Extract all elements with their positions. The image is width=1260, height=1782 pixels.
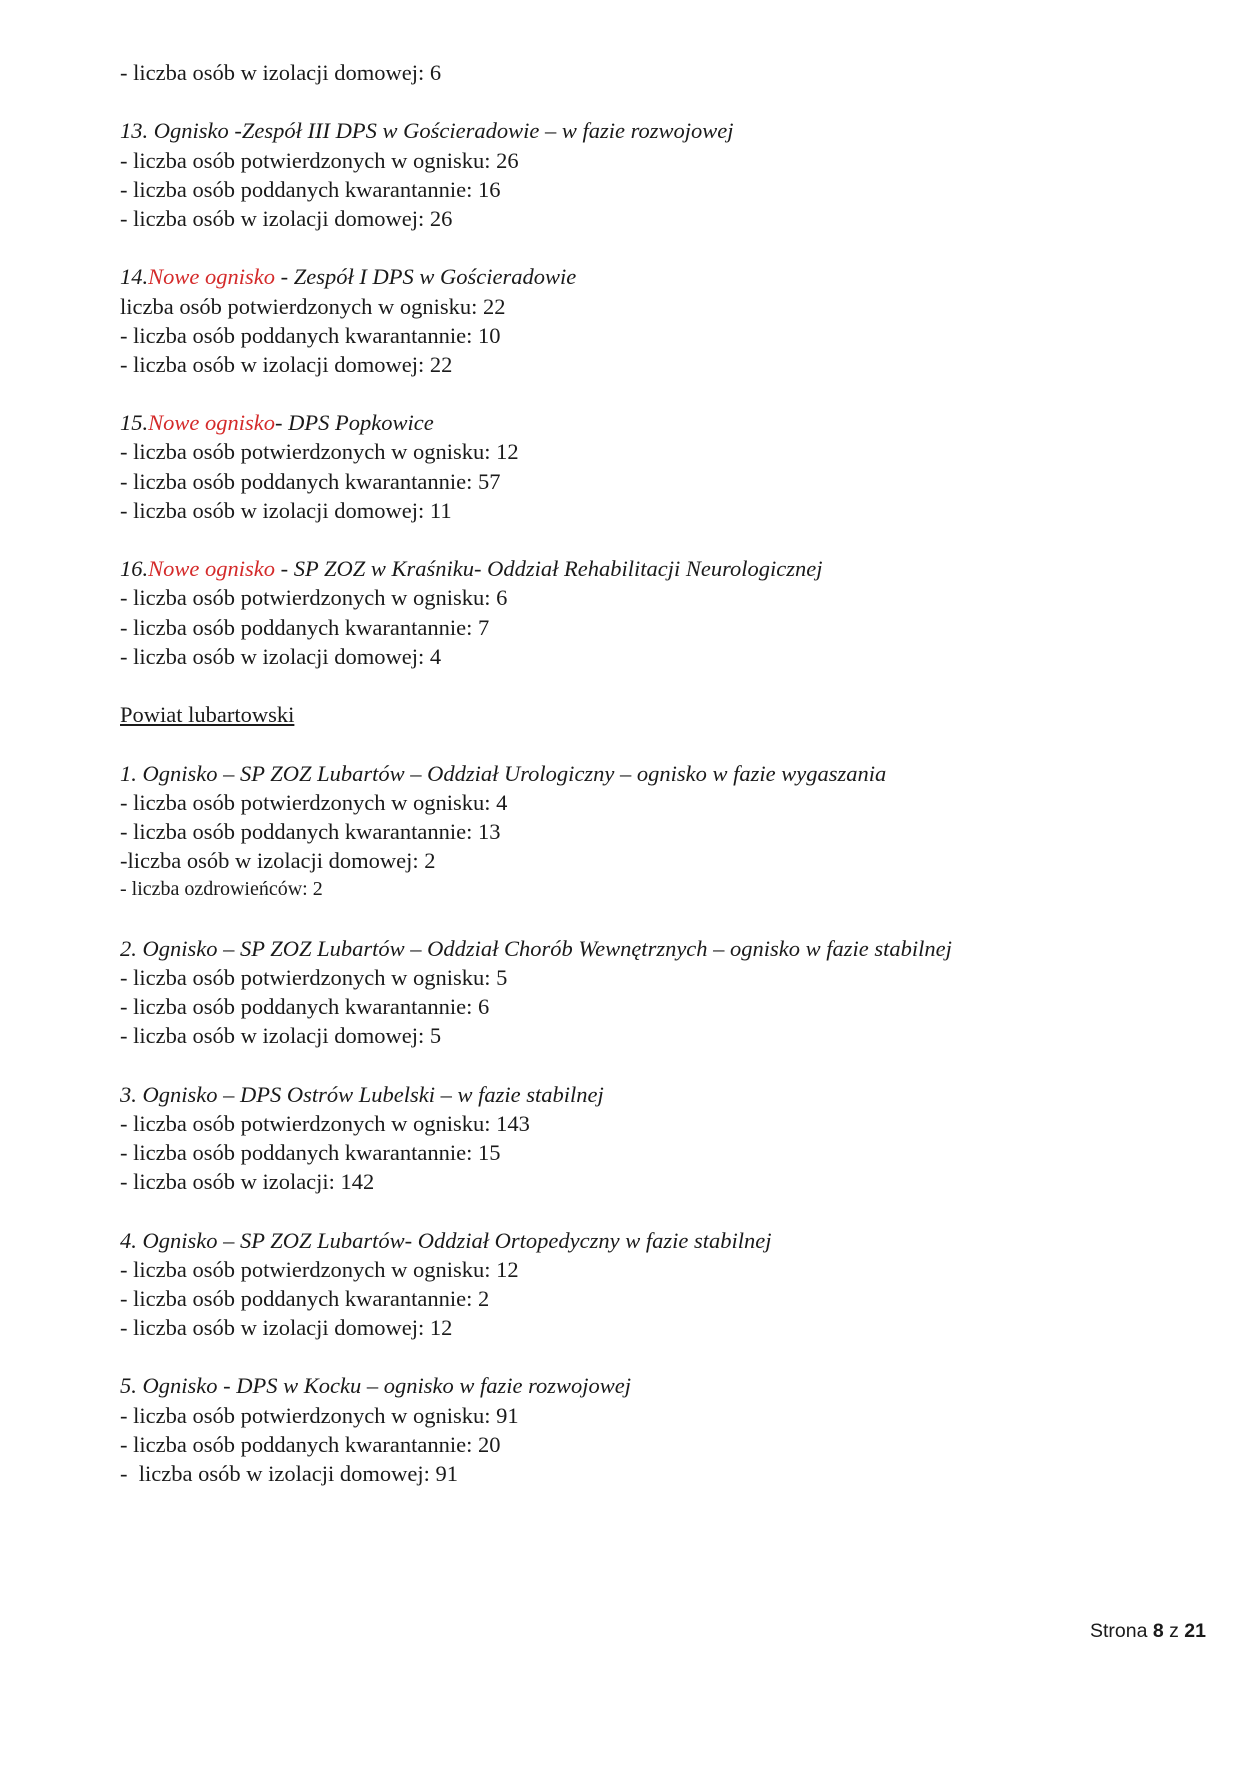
body-line: - liczba osób w izolacji: 142 bbox=[120, 1169, 375, 1195]
body-line: - liczba osób potwierdzonych w ognisku: 6 bbox=[120, 585, 508, 611]
body-line: - liczba osób w izolacji domowej: 6 bbox=[120, 60, 442, 85]
focus-title: - Zespół I DPS w Gościeradowie bbox=[275, 264, 577, 290]
body-line: - liczba osób w izolacji domowej: 4 bbox=[120, 643, 442, 669]
focus-heading bbox=[120, 408, 1160, 437]
body-line: - liczba osób poddanych kwarantannie: 2 bbox=[120, 1285, 490, 1311]
body-line: - liczba osób w izolacji domowej: 91 bbox=[120, 1461, 459, 1486]
body-line: - liczba osób potwierdzonych w ognisku: 4 bbox=[120, 789, 508, 815]
focus-title: - DPS Popkowice bbox=[275, 410, 434, 436]
body-line: - liczba osób potwierdzonych w ognisku: 12 bbox=[120, 1256, 519, 1282]
body-line: - liczba osób w izolacji domowej: 12 bbox=[120, 1315, 453, 1341]
focus-number: 13. bbox=[120, 118, 154, 144]
current-page-number: 8 bbox=[1152, 1620, 1164, 1642]
focus-heading: 1. Ognisko – SP ZOZ Lubartów – Oddział Urologiczny – ognisko w fazie wygaszania bbox=[120, 760, 887, 786]
body-line: - liczba osób potwierdzonych w ognisku: 12 bbox=[120, 439, 519, 465]
body-line: - liczba osób potwierdzonych w ognisku: 5 bbox=[120, 964, 508, 990]
focus-heading bbox=[120, 262, 1160, 291]
footer-prefix: Strona bbox=[1089, 1620, 1153, 1642]
body-line: - liczba osób w izolacji domowej: 5 bbox=[120, 1023, 442, 1049]
body-line: - liczba ozdrowieńców: 2 bbox=[120, 878, 323, 901]
page-footer bbox=[1090, 1620, 1206, 1643]
new-focus-label: Nowe ognisko bbox=[148, 556, 275, 582]
body-line: liczba osób potwierdzonych w ognisku: 22 bbox=[120, 293, 506, 319]
focus-title: Ognisko -Zespół III DPS w Gościeradowie – w fazie rozwojowej bbox=[153, 118, 734, 144]
body-line: - liczba osób w izolacji domowej: 11 bbox=[120, 497, 452, 523]
body-line: - liczba osób w izolacji domowej: 22 bbox=[120, 351, 453, 377]
footer-middle: z bbox=[1163, 1620, 1185, 1642]
body-line: - liczba osób poddanych kwarantannie: 15 bbox=[120, 1139, 501, 1165]
body-line: - liczba osób poddanych kwarantannie: 57 bbox=[120, 468, 501, 494]
body-line: - liczba osób w izolacji domowej: 26 bbox=[120, 205, 453, 231]
focus-heading: 4. Ognisko – SP ZOZ Lubartów- Oddział Ortopedyczny w fazie stabilnej bbox=[120, 1227, 772, 1253]
focus-heading bbox=[120, 554, 1160, 583]
focus-number: 15. bbox=[120, 410, 149, 436]
body-line: - liczba osób poddanych kwarantannie: 16 bbox=[120, 176, 501, 202]
body-line: - liczba osób potwierdzonych w ognisku: 143 bbox=[120, 1110, 530, 1136]
body-line: - liczba osób poddanych kwarantannie: 6 bbox=[120, 994, 490, 1019]
body-line: -liczba osób w izolacji domowej: 2 bbox=[120, 848, 436, 874]
new-focus-label: Nowe ognisko bbox=[148, 264, 275, 290]
focus-title: - SP ZOZ w Kraśniku- Oddział Rehabilitacji Neurologicznej bbox=[275, 556, 823, 582]
county-heading: Powiat lubartowski bbox=[120, 702, 295, 728]
body-line: - liczba osób poddanych kwarantannie: 20 bbox=[120, 1431, 501, 1457]
new-focus-label: Nowe ognisko bbox=[148, 410, 275, 436]
body-line: - liczba osób poddanych kwarantannie: 7 bbox=[120, 614, 490, 640]
body-line: - liczba osób poddanych kwarantannie: 10 bbox=[120, 322, 501, 348]
document-body bbox=[120, 58, 1160, 1488]
total-pages-number: 21 bbox=[1184, 1620, 1206, 1642]
body-line: - liczba osób potwierdzonych w ognisku: 91 bbox=[120, 1402, 519, 1428]
focus-heading: 5. Ognisko - DPS w Kocku – ognisko w fazie rozwojowej bbox=[120, 1373, 632, 1399]
focus-number: 16. bbox=[120, 556, 149, 582]
focus-heading: 2. Ognisko – SP ZOZ Lubartów – Oddział Chorób Wewnętrznych – ognisko w fazie stabilnej bbox=[120, 935, 952, 961]
focus-heading bbox=[120, 116, 1160, 145]
focus-heading: 3. Ognisko – DPS Ostrów Lubelski – w fazie stabilnej bbox=[120, 1081, 604, 1107]
body-line: - liczba osób poddanych kwarantannie: 13 bbox=[120, 818, 501, 844]
focus-number: 14. bbox=[120, 264, 149, 290]
body-line: - liczba osób potwierdzonych w ognisku: 26 bbox=[120, 147, 519, 173]
